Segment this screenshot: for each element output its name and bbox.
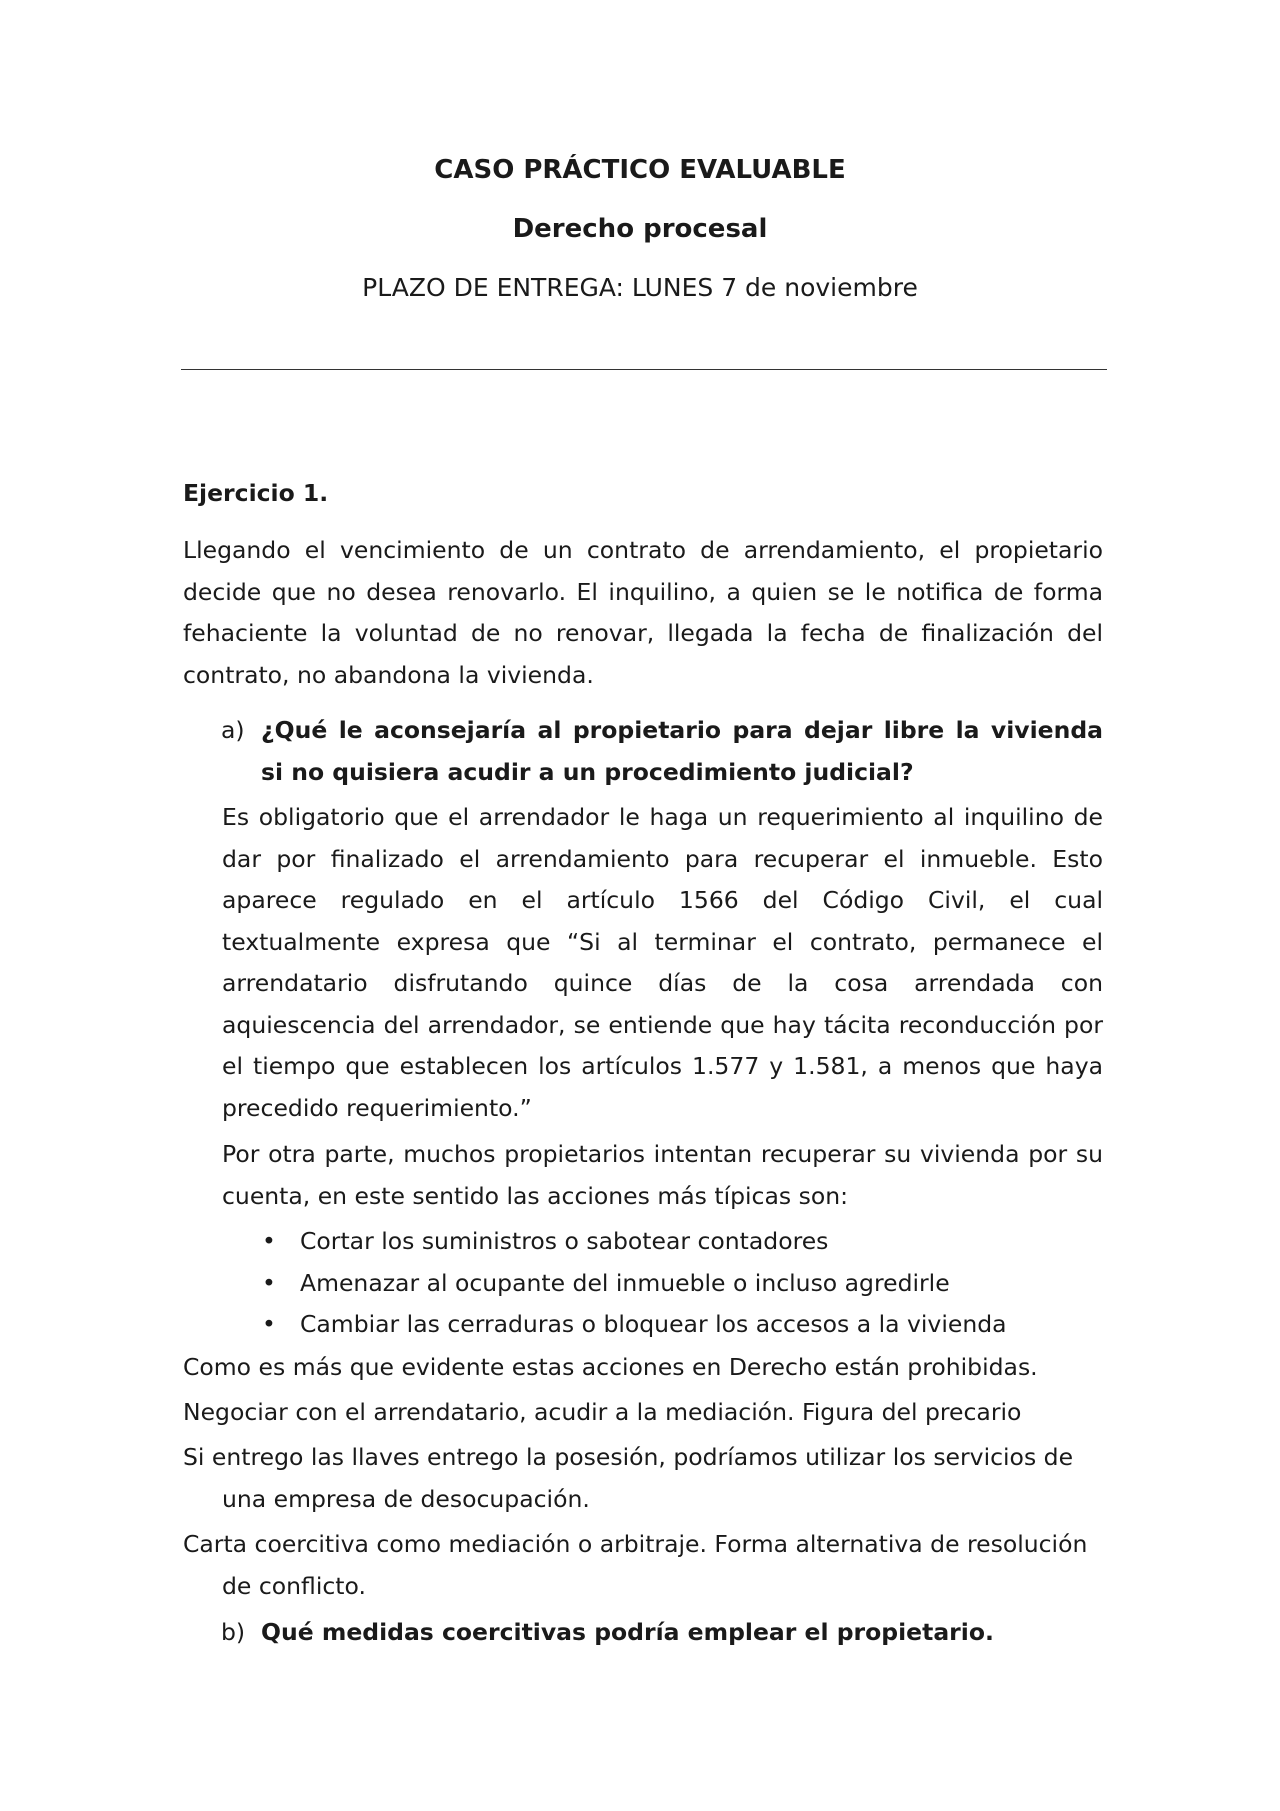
horizontal-divider (181, 369, 1107, 370)
bullet-icon: • (262, 1227, 276, 1255)
note-prohibited-actions: Como es más que evidente estas acciones en Derecho están prohibidas. (183, 1353, 1038, 1381)
list-item-text: Amenazar al ocupante del inmueble o incluso agredirle (300, 1268, 950, 1297)
exercise-intro: Llegando el vencimiento de un contrato de arrendamiento, el propietario decide que no desea renovarlo. El inquilino, a quien se le notifica de forma fehaciente la voluntad de no renovar, llegada la fecha de finalización del contrato, no abandona la vivienda. (183, 536, 1103, 689)
bullet-icon: • (262, 1268, 276, 1297)
question-a-letter: a) (221, 716, 245, 744)
question-a-text: ¿Qué le aconsejaría al propietario para dejar libre la vivienda si no quisiera acudir a un procedimiento judicial? (261, 716, 1103, 786)
question-b-text: Qué medidas coercitivas podría emplear el propietario. (261, 1618, 994, 1646)
note-letter-first-line: Carta coercitiva como mediación o arbitraje. Forma alternativa de resolución (183, 1530, 1088, 1558)
actions-bullet-list (258, 1221, 1007, 1346)
answer-a-paragraph-2: Por otra parte, muchos propietarios intentan recuperar su vivienda por su cuenta, en este sentido las acciones más típicas son: (222, 1140, 1103, 1210)
bullet-icon: • (262, 1310, 276, 1338)
document-title: CASO PRÁCTICO EVALUABLE (434, 155, 846, 185)
note-keys-first-line: Si entrego las llaves entrego la posesión, podríamos utilizar los servicios de (183, 1443, 1074, 1471)
note-keys-continuation: una empresa de desocupación. (222, 1484, 590, 1513)
answer-a-paragraph-1: Es obligatorio que el arrendador le haga un requerimiento al inquilino de dar por finalizado el arrendamiento para recuperar el inmueble. Esto aparece regulado en el artículo 1566 del Código Civil, el cual textualmente expresa que “Si al terminar el contrato, permanece el arrendatario disfrutando quince días de la cosa arrendada con aquiescencia del arrendador, se entiende que hay tácita reconducción por el tiempo que establecen los artículos 1.577 y 1.581, a menos que haya precedido requerimiento.” (222, 803, 1103, 1122)
list-item (258, 1304, 1007, 1346)
exercise-heading: Ejercicio 1. (183, 479, 329, 507)
list-item (258, 1263, 1007, 1305)
note-letter-continuation: de conflicto. (222, 1571, 366, 1600)
note-negotiation: Negociar con el arrendatario, acudir a la mediación. Figura del precario (183, 1398, 1022, 1426)
deadline-line: PLAZO DE ENTREGA: LUNES 7 de noviembre (362, 273, 918, 302)
note-keys-possession (183, 1437, 1103, 1520)
document-subtitle: Derecho procesal (512, 214, 768, 244)
list-item-text: Cambiar las cerraduras o bloquear los accesos a la vivienda (300, 1310, 1007, 1338)
list-item (258, 1221, 1007, 1263)
question-b-letter: b) (221, 1618, 246, 1646)
list-item-text: Cortar los suministros o sabotear contadores (300, 1227, 829, 1255)
note-coercive-letter (183, 1524, 1103, 1607)
